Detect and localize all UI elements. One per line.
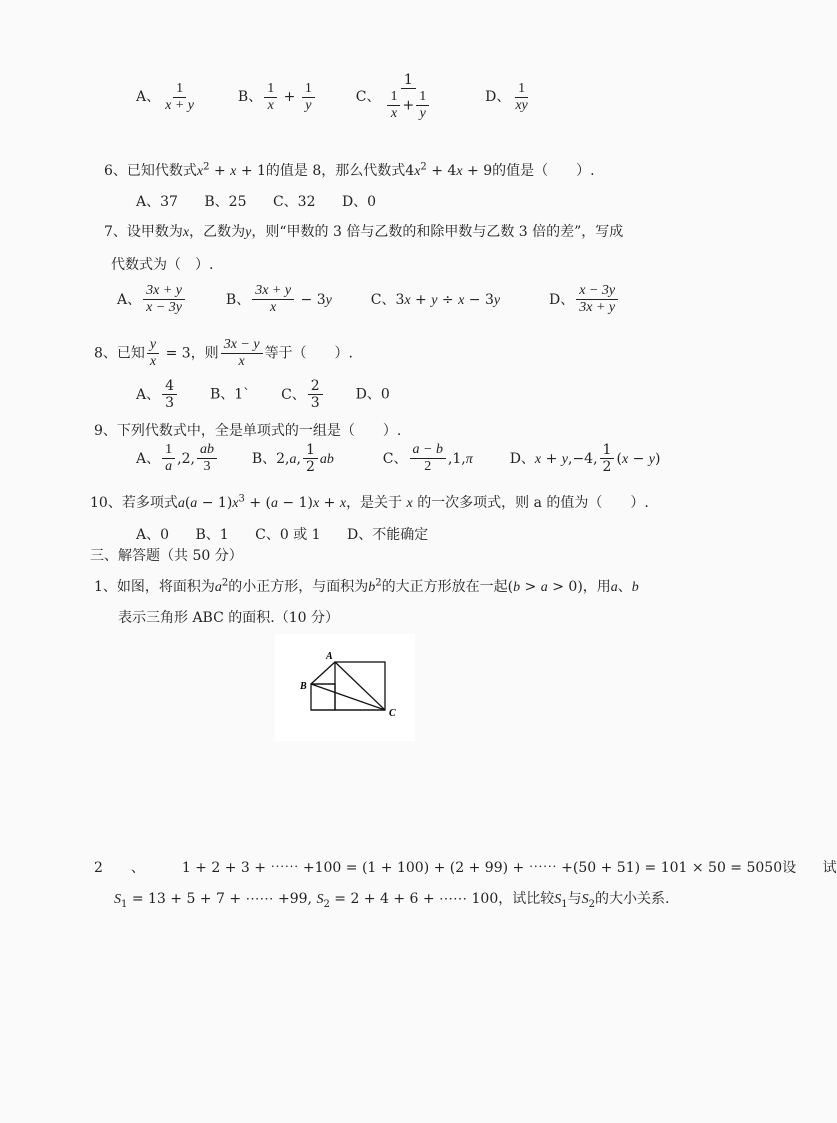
q6-option-a: A、37 <box>136 194 178 210</box>
p2-line1: 2 、 1 + 2 + 3 + ⋯⋯ +100 = (1 + 100) + (2 + 99) + ⋯⋯ +(50 + 51) = 101 × 50 = 5050设 试 <box>94 860 837 876</box>
p1-line1: 1、如图，将面积为$a^2$的小正方形，与面积为$b^2$的大正方形放在一起(b > a > 0)，用a、b <box>94 577 639 595</box>
q7-option-a: A、 $\frac{3x + y}{x - 3y}$ <box>117 292 187 308</box>
triangle-figure <box>275 634 415 741</box>
q9-stem: 9、下列代数式中，全是单项式的一组是（ ）. <box>94 423 402 439</box>
label-c: C <box>389 708 396 719</box>
q5-options <box>136 72 533 122</box>
label-b: B <box>300 681 307 692</box>
q6-options <box>136 191 398 211</box>
q8-option-b: B、1` <box>209 386 251 403</box>
q7-option-b: B、 $\frac{3x + y}{x}$ − 3y <box>225 283 332 316</box>
q6-stem: 6、已知代数式$x^2 + x + 1$的值是 8，那么代数式$4x^2 + 4x + 9$的值是（ ）. <box>104 161 595 179</box>
p1-line2: 表示三角形 ABC 的面积.（10 分） <box>118 610 339 626</box>
q5-option-b: B、 $\frac{1}{x}$ + $\frac{1}{y}$ <box>238 89 321 105</box>
q5-option-d: D、 $\frac{1}{xy}$ <box>485 80 528 113</box>
q10-option-c: C、0 或 1 <box>255 527 321 543</box>
q10-option-b: B、1 <box>195 527 229 543</box>
q6-option-b: B、25 <box>204 194 247 210</box>
label-a: A <box>326 651 333 662</box>
q5-option-a: A、 $\frac{1}{x + y}$ <box>136 80 194 113</box>
q6-option-d: D、0 <box>341 194 377 210</box>
q8-option-d: D、0 <box>355 386 390 403</box>
q6-option-c: C、32 <box>272 194 316 210</box>
q10-stem: 10、若多项式$a(a - 1)x^3 + (a - 1)x + x$，是关于 x 的一次多项式，则 a 的值为（ ）. <box>90 493 649 511</box>
q9-option-d: D、x + y,−4, $\frac{1}{2}$ (x − y) <box>509 442 661 476</box>
q7-stem-line2: 代数式为（ ）. <box>111 257 214 273</box>
q7-option-d: D、 $\frac{x - 3y}{3x + y}$ <box>549 292 620 308</box>
p2-line2: $S_1 = 13 + 5 + 7$ + ⋯⋯ +99, $S_2 = 2 + 4 + 6$ + ⋯⋯ 100，试比较$S_1$与$S_2$的大小关系. <box>114 891 670 910</box>
section-title: 三、解答题（共 50 分） <box>90 548 243 564</box>
q5-option-c: C、 1 $\frac{1}{x}$ + $\frac{1}{y}$ <box>356 89 441 105</box>
q8-option-a: A、 $\frac{4}{3}$ <box>136 387 179 403</box>
q10-option-d: D、不能确定 <box>347 527 429 543</box>
q10-option-a: A、0 <box>136 527 170 543</box>
q7-stem: 7、设甲数为x，乙数为y，则“甲数的 3 倍与乙数的和除甲数与乙数 3 倍的差”，写成 <box>104 224 624 240</box>
q8-stem: 8、已知 $\frac{y}{x}$ = 3，则 $\frac{3x - y}{x}$ 等于（ ）. <box>94 337 354 370</box>
triangle-figure-svg <box>275 634 415 741</box>
q9-option-b: B、2,a, $\frac{1}{2}$ ab <box>251 442 334 476</box>
q7-option-c: C、3x + y ÷ x − 3y <box>370 291 501 308</box>
q8-option-c: C、 $\frac{2}{3}$ <box>281 387 325 403</box>
q9-option-c: C、 $\frac{a - b}{2}$ ,1,π <box>382 442 473 475</box>
q9-option-a: A、 $\frac{1}{a}$ ,2, $\frac{ab}{3}$ <box>136 451 219 467</box>
q9-options <box>136 442 660 475</box>
q7-options <box>117 283 620 316</box>
q8-options <box>136 378 390 411</box>
q10-options <box>136 524 450 544</box>
